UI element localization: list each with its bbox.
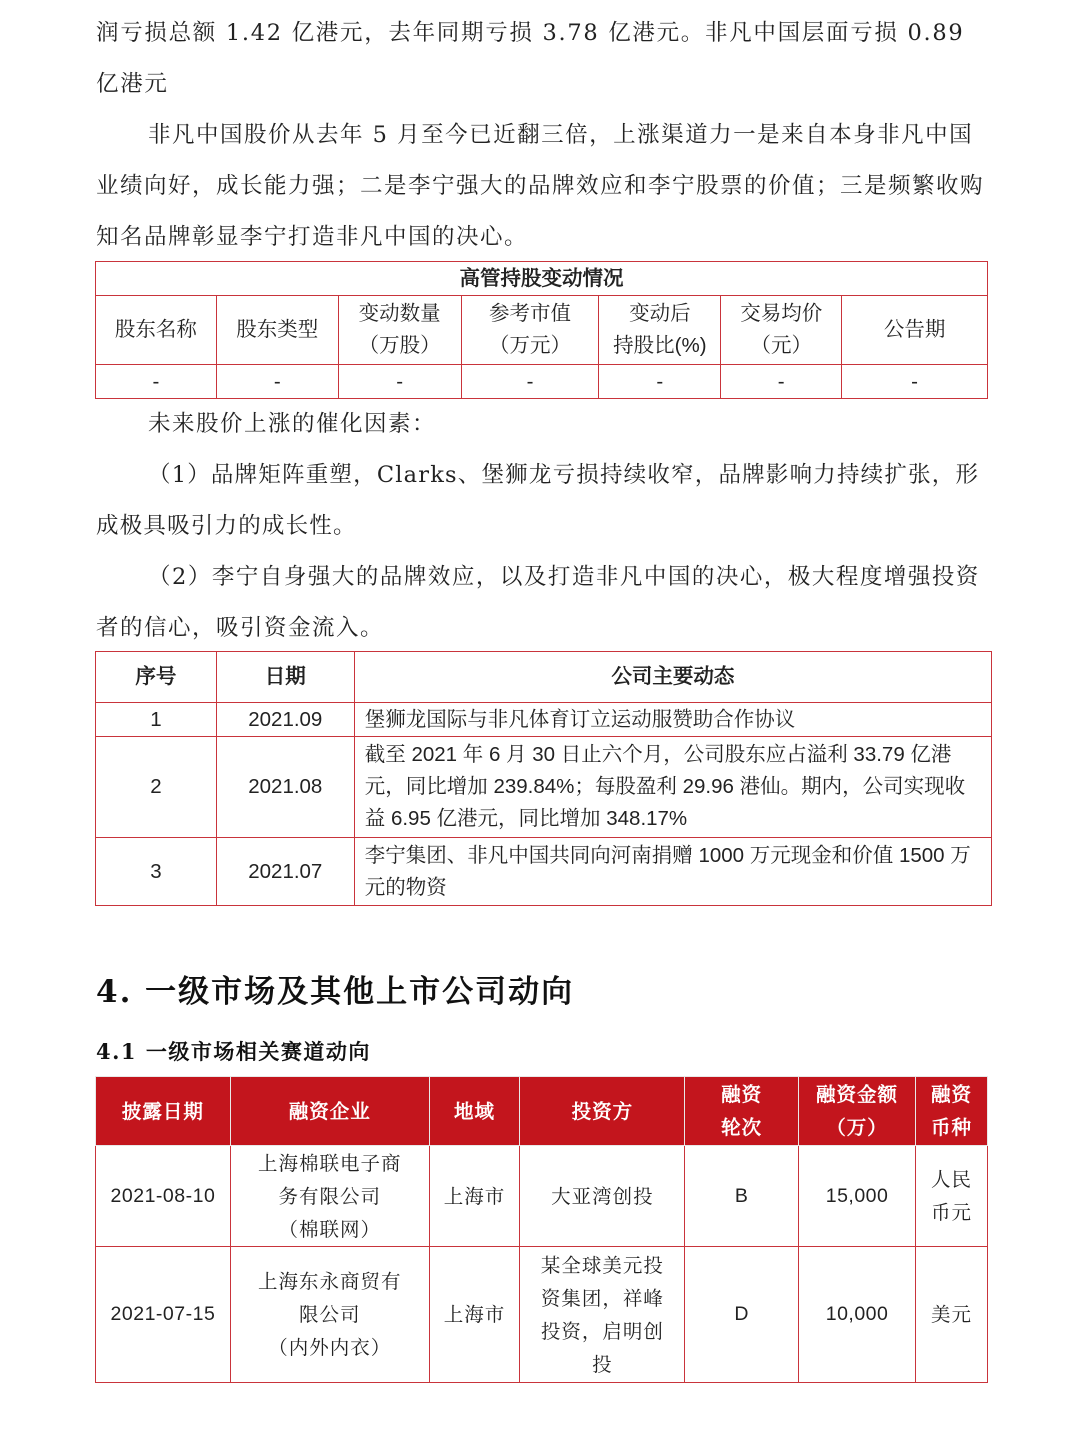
table-cell: 堡狮龙国际与非凡体育订立运动服赞助合作协议 — [354, 703, 991, 737]
executive-holding-table — [95, 261, 988, 399]
table-cell: - — [96, 365, 217, 399]
section-heading: 4. 一级市场及其他上市公司动向 — [96, 974, 575, 1010]
column-header: 股东名称 — [96, 296, 217, 365]
table-cell: 李宁集团、非凡中国共同向河南捐赠 1000 万元现金和价值 1500 万元的物资 — [354, 838, 991, 906]
table-cell: 1 — [96, 703, 217, 737]
table-cell: 2021.08 — [216, 737, 354, 838]
primary-market-funding-table — [95, 1076, 988, 1383]
column-header: 日期 — [216, 652, 354, 703]
table-row — [96, 365, 988, 399]
paragraph-loss-summary — [96, 8, 986, 110]
table-row — [96, 703, 992, 737]
table-cell: - — [721, 365, 842, 399]
column-header: 融资 轮次 — [685, 1077, 799, 1146]
table-cell: 上海棉联电子商 务有限公司 （棉联网） — [230, 1146, 429, 1247]
column-header: 披露日期 — [96, 1077, 231, 1146]
table-cell: 10,000 — [799, 1247, 916, 1383]
table-cell: 截至 2021 年 6 月 30 日止六个月，公司股东应占溢利 33.79 亿港元，同比增加 239.84%；每股盈利 29.96 港仙。期内，公司实现收益 6.95 亿港元，同比增加 348.17% — [354, 737, 991, 838]
table-cell: 2021-08-10 — [96, 1146, 231, 1247]
table-cell: - — [599, 365, 721, 399]
company-events-table — [95, 651, 992, 906]
column-header: 股东类型 — [216, 296, 338, 365]
table-cell: B — [685, 1146, 799, 1247]
column-header: 融资金额 （万） — [799, 1077, 916, 1146]
paragraph-stock-price: 非凡中国股价从去年 5 月至今已近翻三倍，上涨渠道力一是来自本身非凡中国业绩向好，成长能力强；二是李宁强大的品牌效应和李宁股票的价值；三是频繁收购知名品牌彰显李宁打造非凡中国的决心。 — [96, 122, 985, 250]
paragraph-catalyst-1: （1）品牌矩阵重塑，Clarks、堡狮龙亏损持续收窄，品牌影响力持续扩张，形成极具吸引力的成长性。 — [96, 462, 980, 539]
paragraph-catalysts-intro: 未来股价上涨的催化因素： — [148, 411, 437, 437]
table-cell: - — [216, 365, 338, 399]
table-cell: - — [338, 365, 461, 399]
column-header: 投资方 — [520, 1077, 685, 1146]
table-cell: - — [842, 365, 988, 399]
table-row — [96, 1146, 988, 1247]
table-header-row — [96, 652, 992, 703]
column-header: 公告期 — [842, 296, 988, 365]
column-header: 序号 — [96, 652, 217, 703]
table-cell: 2021-07-15 — [96, 1247, 231, 1383]
column-header: 交易均价 （元） — [721, 296, 842, 365]
table-cell: 上海市 — [429, 1247, 520, 1383]
paragraph-line: 润亏损总额 1.42 亿港元，去年同期亏损 3.78 亿港元。非凡中国层面亏损 0.89 — [96, 20, 965, 46]
table-cell: 15,000 — [799, 1146, 916, 1247]
table-cell: D — [685, 1247, 799, 1383]
table-cell: 上海东永商贸有 限公司 （内外内衣） — [230, 1247, 429, 1383]
table-header-row — [96, 296, 988, 365]
table-cell: 2021.07 — [216, 838, 354, 906]
column-header: 地域 — [429, 1077, 520, 1146]
table-row — [96, 838, 992, 906]
table-cell: 某全球美元投 资集团，祥峰 投资，启明创 投 — [520, 1247, 685, 1383]
column-header: 公司主要动态 — [354, 652, 991, 703]
column-header: 融资 币种 — [916, 1077, 988, 1146]
table-row — [96, 737, 992, 838]
table-cell: 2021.09 — [216, 703, 354, 737]
column-header: 融资企业 — [230, 1077, 429, 1146]
table-cell: 人民 币元 — [916, 1146, 988, 1247]
table-cell: - — [461, 365, 599, 399]
table-row — [96, 1247, 988, 1383]
table-title: 高管持股变动情况 — [96, 262, 988, 296]
table-cell: 大亚湾创投 — [520, 1146, 685, 1247]
table-cell: 2 — [96, 737, 217, 838]
subsection-heading: 4.1 一级市场相关赛道动向 — [96, 1039, 371, 1064]
table-cell: 3 — [96, 838, 217, 906]
paragraph-catalyst-2: （2）李宁自身强大的品牌效应，以及打造非凡中国的决心，极大程度增强投资者的信心，吸引资金流入。 — [96, 564, 980, 641]
paragraph-line: 亿港元 — [96, 71, 169, 97]
table-header-row — [96, 1077, 988, 1146]
table-cell: 美元 — [916, 1247, 988, 1383]
table-cell: 上海市 — [429, 1146, 520, 1247]
column-header: 变动数量 （万股） — [338, 296, 461, 365]
column-header: 变动后 持股比(%) — [599, 296, 721, 365]
column-header: 参考市值 （万元） — [461, 296, 599, 365]
